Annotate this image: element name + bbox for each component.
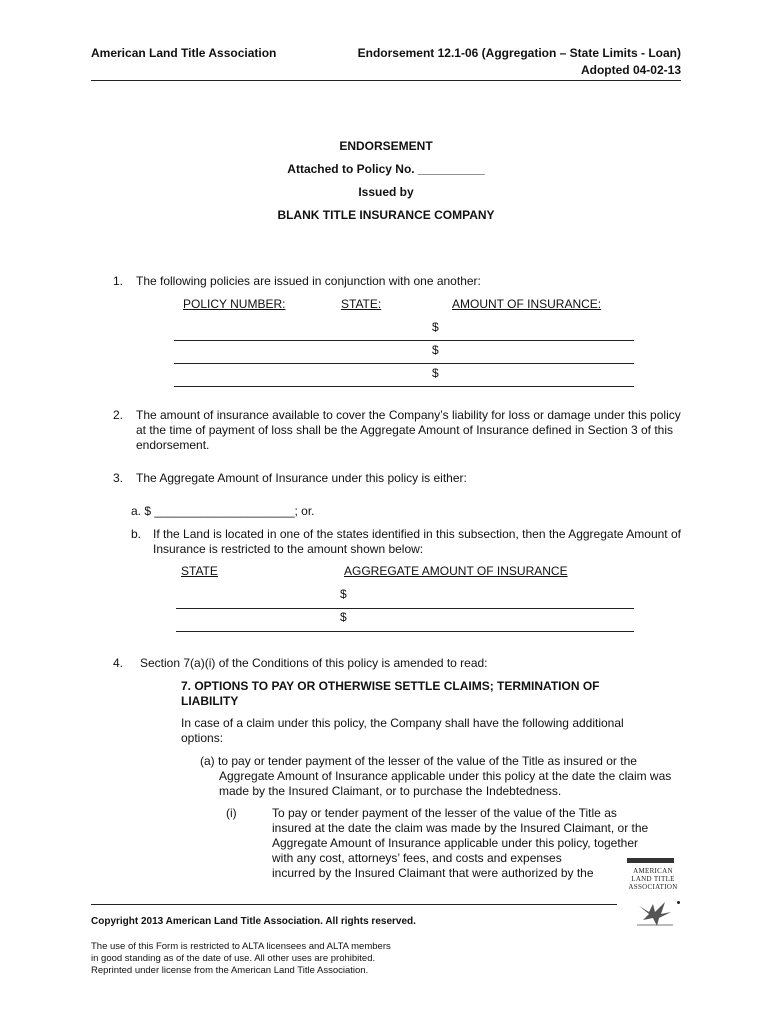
section-4-number: 4. (113, 656, 124, 670)
footer-rule (91, 904, 617, 905)
section-2-number: 2. (113, 408, 124, 422)
policy-row-line (174, 340, 634, 341)
section-3b-text: If the Land is located in one of the states identified in this subsection, then the Aggregate Amount of Insurance is restricted to the amount shown below: (153, 527, 681, 556)
logo-text (627, 867, 679, 891)
attached-to-policy: Attached to Policy No. __________ (287, 162, 485, 176)
logo-dot (677, 901, 680, 904)
dollar-sign: $ (340, 610, 347, 624)
header-adopted: Adopted 04-02-13 (580, 63, 681, 77)
section-7-intro: In case of a claim under this policy, the Company shall have the following additional options: (181, 716, 624, 745)
col-state: STATE: (341, 297, 382, 311)
alta-logo (627, 858, 679, 928)
policy-row-line (174, 363, 634, 364)
license-notice-line: The use of this Form is restricted to ALTA licensees and ALTA members (91, 941, 391, 952)
section-3a: a. $ _____________________; or. (131, 504, 315, 518)
company-name: BLANK TITLE INSURANCE COMPANY (277, 208, 495, 222)
section-1-number: 1. (113, 274, 124, 288)
endorsement-heading: ENDORSEMENT (339, 139, 433, 153)
header-endorsement: Endorsement 12.1-06 (Aggregation – State Limits - Loan) (357, 46, 681, 60)
dollar-sign: $ (432, 343, 439, 357)
section-2-text: The amount of insurance available to cover the Company’s liability for loss or damage under this policy at the time of payment of loss shall be the Aggregate Amount of Insurance defined in Section 3 of this endorsement. (136, 408, 681, 452)
logo-bar (627, 858, 674, 863)
header-org: American Land Title Association (91, 46, 277, 60)
col-amount: AMOUNT OF INSURANCE: (452, 297, 602, 311)
logo-line: ASSOCIATION (628, 883, 678, 891)
dollar-sign: $ (432, 366, 439, 380)
col-policy-number: POLICY NUMBER: (183, 297, 286, 311)
license-notice-line: in good standing as of the date of use. All other uses are prohibited. (91, 953, 376, 964)
col-state-b: STATE (181, 564, 218, 578)
section-4-text: Section 7(a)(i) of the Conditions of this policy is amended to read: (140, 656, 488, 670)
section-3-text: The Aggregate Amount of Insurance under this policy is either: (136, 471, 467, 485)
option-i-line: To pay or tender payment of the lesser of the value of the Title as (272, 806, 617, 820)
policy-row-line (174, 386, 634, 387)
eagle-seal-icon (635, 898, 675, 928)
issued-by: Issued by (358, 185, 414, 199)
section-1-text: The following policies are issued in conjunction with one another: (136, 274, 481, 288)
option-a-text: (a) to pay or tender payment of the lesser of the value of the Title as insured or the Aggregate Amount of Insurance applicable under this policy at the date the claim was made by the Insured Claimant, or to purchase the Indebtedness. (200, 754, 672, 798)
option-i-line: Aggregate Amount of Insurance applicable under this policy, together (272, 836, 639, 850)
section-3b-label: b. (131, 527, 142, 541)
copyright-notice: Copyright 2013 American Land Title Association. All rights reserved. (91, 916, 416, 927)
section-7-heading: 7. OPTIONS TO PAY OR OTHERWISE SETTLE CLAIMS; TERMINATION OF LIABILITY (181, 679, 600, 708)
logo-line: LAND TITLE (631, 875, 675, 883)
header-rule (91, 80, 681, 81)
option-i-line: with any cost, attorneys’ fees, and costs and expenses (272, 851, 562, 865)
state-row-line (176, 608, 634, 609)
option-i-line: incurred by the Insured Claimant that were authorized by the (272, 866, 594, 880)
option-i-line: insured at the date the claim was made by the Insured Claimant, or the (272, 821, 649, 835)
state-row-line (176, 631, 634, 632)
section-3-number: 3. (113, 471, 124, 485)
dollar-sign: $ (340, 587, 347, 601)
dollar-sign: $ (432, 320, 439, 334)
option-i-label: (i) (226, 806, 237, 820)
logo-line: AMERICAN (633, 867, 673, 875)
col-aggregate-amount: AGGREGATE AMOUNT OF INSURANCE (344, 564, 568, 578)
license-notice-line: Reprinted under license from the American Land Title Association. (91, 965, 369, 976)
